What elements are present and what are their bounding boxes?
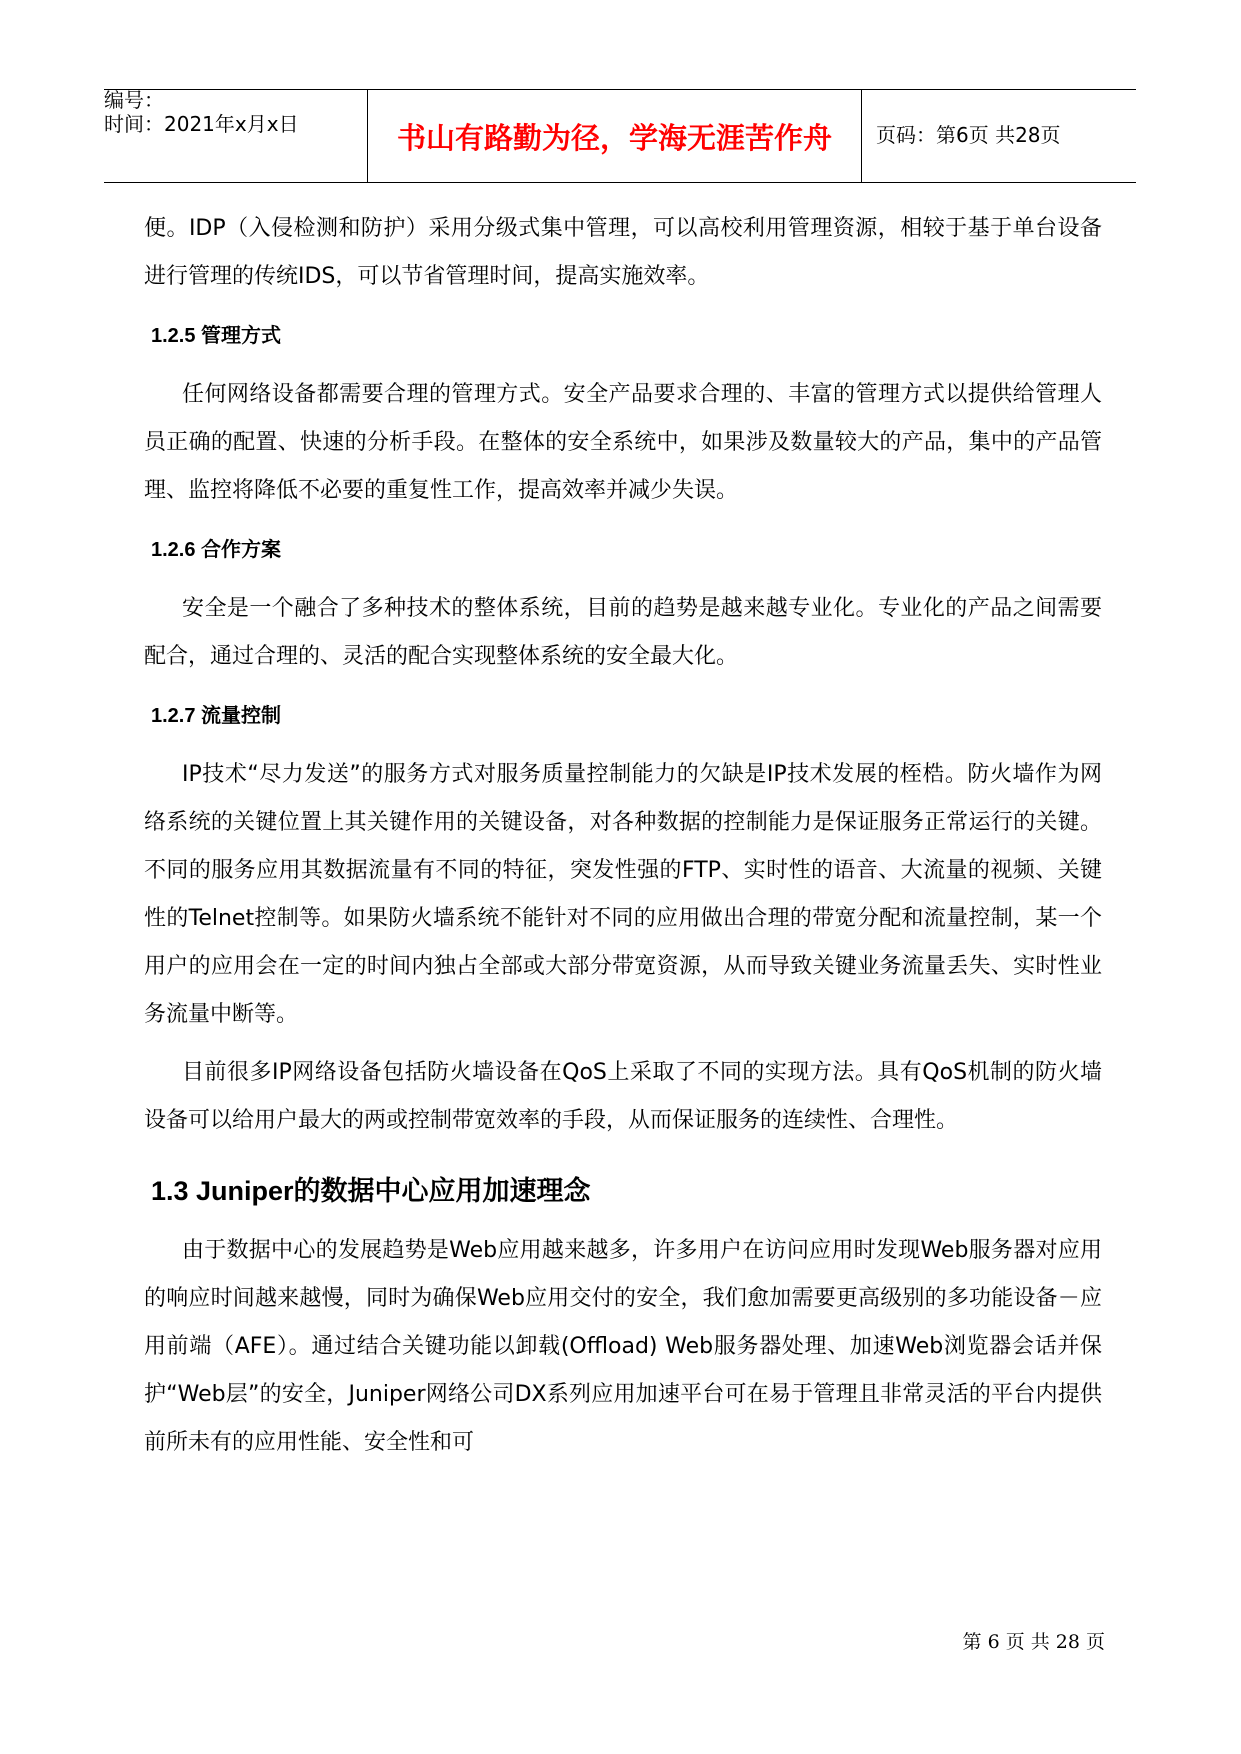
header-page-label: 页码：第6页 共28页 [876, 123, 1061, 147]
paragraph-cooperation-plan: 安全是一个融合了多种技术的整体系统，目前的趋势是越来越专业化。专业化的产品之间需要配合，通过合理的、灵活的配合实现整体系统的安全最大化。 [144, 596, 1102, 669]
header-left-cell [104, 90, 368, 182]
section-heading-1-3: 1.3 Juniper的数据中心应用加速理念 [151, 1176, 591, 1206]
paragraph-ids-management: 便。IDP（入侵检测和防护）采用分级式集中管理，可以高校利用管理资源，相较于基于单台设备进行管理的传统IDS，可以节省管理时间，提高实施效率。 [144, 216, 1102, 289]
section-heading-1-2-7: 1.2.7 流量控制 [151, 705, 282, 727]
document-body [144, 205, 1102, 1467]
paragraph-qos: 目前很多IP网络设备包括防火墙设备在QoS上采取了不同的实现方法。具有QoS机制的防火墙设备可以给用户最大的两或控制带宽效率的手段，从而保证服务的连续性、合理性。 [144, 1060, 1102, 1133]
paragraph-management-method: 任何网络设备都需要合理的管理方式。安全产品要求合理的、丰富的管理方式以提供给管理人员正确的配置、快速的分析手段。在整体的安全系统中，如果涉及数量较大的产品，集中的产品管理、监控将降低不必要的重复性工作，提高效率并减少失误。 [144, 382, 1102, 503]
document-header [104, 89, 1136, 183]
header-motto: 书山有路勤为径，学海无涯苦作舟 [396, 121, 832, 155]
paragraph-juniper-acceleration: 由于数据中心的发展趋势是Web应用越来越多，许多用户在访问应用时发现Web服务器对应用的响应时间越来越慢，同时为确保Web应用交付的安全，我们愈加需要更高级别的多功能设备－应用前端（AFE）。通过结合关键功能以卸载(Offload) Web服务器处理、加速Web浏览器会话并保护“Web层”的安全，Juniper网络公司DX系列应用加速平台可在易于管理且非常灵活的平台内提供前所未有的应用性能、安全性和可 [144, 1238, 1102, 1455]
document-time-label: 时间：2021年x月x日 [104, 112, 299, 136]
section-heading-1-2-6: 1.2.6 合作方案 [151, 539, 282, 561]
page-footer: 第 6 页 共 28 页 [962, 1631, 1105, 1653]
section-heading-1-2-5: 1.2.5 管理方式 [151, 325, 282, 347]
document-number-label: 编号： [104, 88, 164, 112]
header-right-cell [862, 90, 1136, 182]
paragraph-traffic-control: IP技术“尽力发送”的服务方式对服务质量控制能力的欠缺是IP技术发展的桎梏。防火墙作为网络系统的关键位置上其关键作用的关键设备，对各种数据的控制能力是保证服务正常运行的关键。不同的服务应用其数据流量有不同的特征，突发性强的FTP、实时性的语音、大流量的视频、关键性的Telnet控制等。如果防火墙系统不能针对不同的应用做出合理的带宽分配和流量控制，某一个用户的应用会在一定的时间内独占全部或大部分带宽资源，从而导致关键业务流量丢失、实时性业务流量中断等。 [144, 762, 1102, 1027]
header-middle-cell [368, 90, 862, 182]
